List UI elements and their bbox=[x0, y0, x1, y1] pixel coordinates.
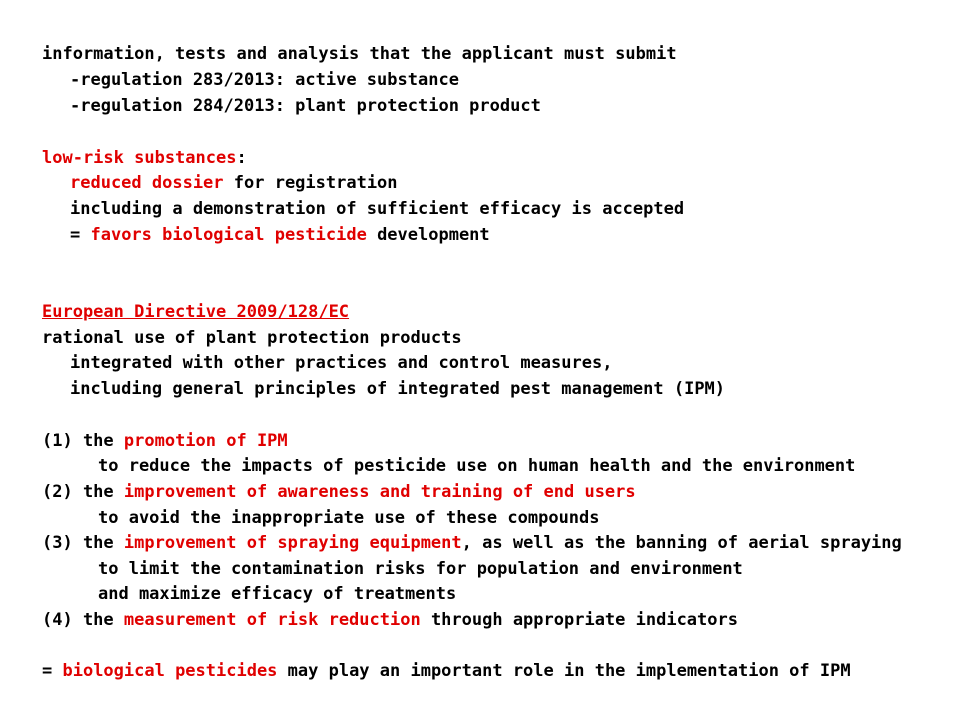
item-2-detail: to avoid the inappropriate use of these compounds bbox=[98, 508, 600, 528]
item-1-detail: to reduce the impacts of pesticide use on human health and the environment bbox=[98, 456, 856, 476]
low-risk-heading: low-risk substances: bbox=[42, 148, 247, 168]
regulation-284-line: -regulation 284/2013: plant protection product bbox=[70, 96, 541, 116]
item-3: (3) the improvement of spraying equipment, as well as the banning of aerial spraying bbox=[42, 533, 902, 553]
requirements-intro: information, tests and analysis that the applicant must submit bbox=[42, 44, 677, 64]
item-4: (4) the measurement of risk reduction through appropriate indicators bbox=[42, 610, 738, 630]
conclusion-line: = biological pesticides may play an important role in the implementation of IPM bbox=[42, 661, 851, 681]
item-3-detail-2: and maximize efficacy of treatments bbox=[98, 584, 457, 604]
regulation-283-line: -regulation 283/2013: active substance bbox=[70, 70, 459, 90]
favors-line: = favors biological pesticide development bbox=[70, 225, 490, 245]
item-1: (1) the promotion of IPM bbox=[42, 431, 288, 451]
directive-heading: European Directive 2009/128/EC bbox=[42, 302, 350, 322]
integrated-line: integrated with other practices and control measures, bbox=[70, 353, 613, 373]
item-2: (2) the improvement of awareness and training of end users bbox=[42, 482, 636, 502]
rational-use-line: rational use of plant protection products bbox=[42, 328, 462, 348]
efficacy-line: including a demonstration of sufficient efficacy is accepted bbox=[70, 199, 685, 219]
item-3-detail-1: to limit the contamination risks for population and environment bbox=[98, 559, 743, 579]
ipm-principles-line: including general principles of integrated pest management (IPM) bbox=[70, 379, 726, 399]
reduced-dossier-line: reduced dossier for registration bbox=[70, 173, 398, 193]
